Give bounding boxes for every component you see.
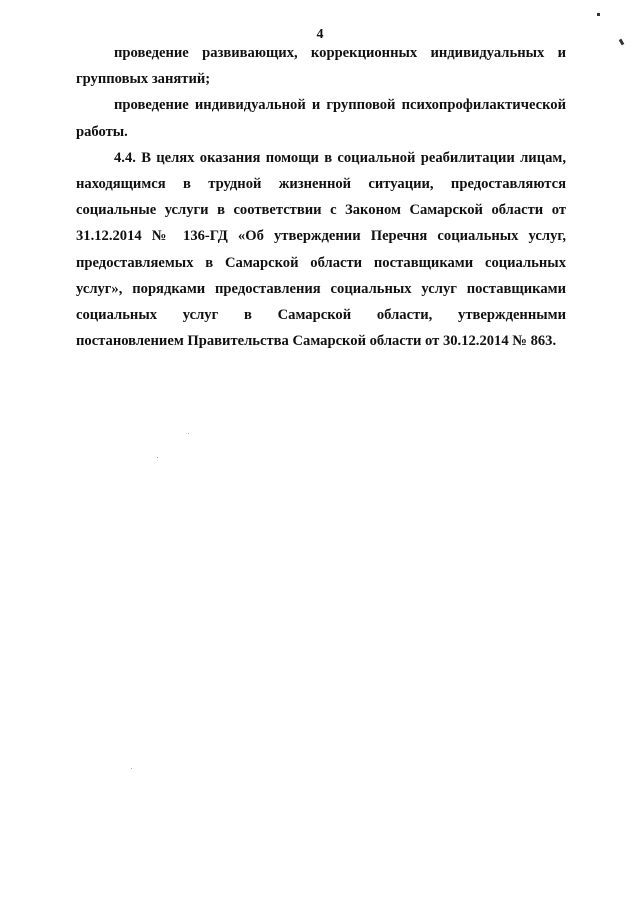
paragraph-section-4-4: 4.4. В целях оказания помощи в социальной реабилитации лицам, находящимся в трудной жизненной ситуации, предоставляются социальные услуги в соответствии с Законом Самарской области от 31.12.2014 № 136-ГД «Об утверждении Перечня социальных услуг, предоставляемых в Самарской области поставщиками социальных услуг», порядками предоставления социальных услуг поставщиками социальных услуг в Самарской области, утвержденными постановлением Правительства Самарской области от 30.12.2014 № 863.: [76, 149, 566, 350]
document-body: [76, 40, 566, 354]
scan-artifact-top-right: [597, 13, 600, 16]
paragraph-psychoprophylactic-work: проведение индивидуальной и групповой психопрофилактической работы.: [76, 97, 566, 140]
page-number: 4: [316, 27, 324, 42]
paragraph-developmental-classes: проведение развивающих, коррекционных индивидуальных и групповых занятий;: [76, 45, 566, 88]
scan-artifact-speck: [131, 768, 132, 769]
scan-artifact-speck: [188, 433, 189, 434]
scan-artifact-speck: [157, 457, 158, 458]
